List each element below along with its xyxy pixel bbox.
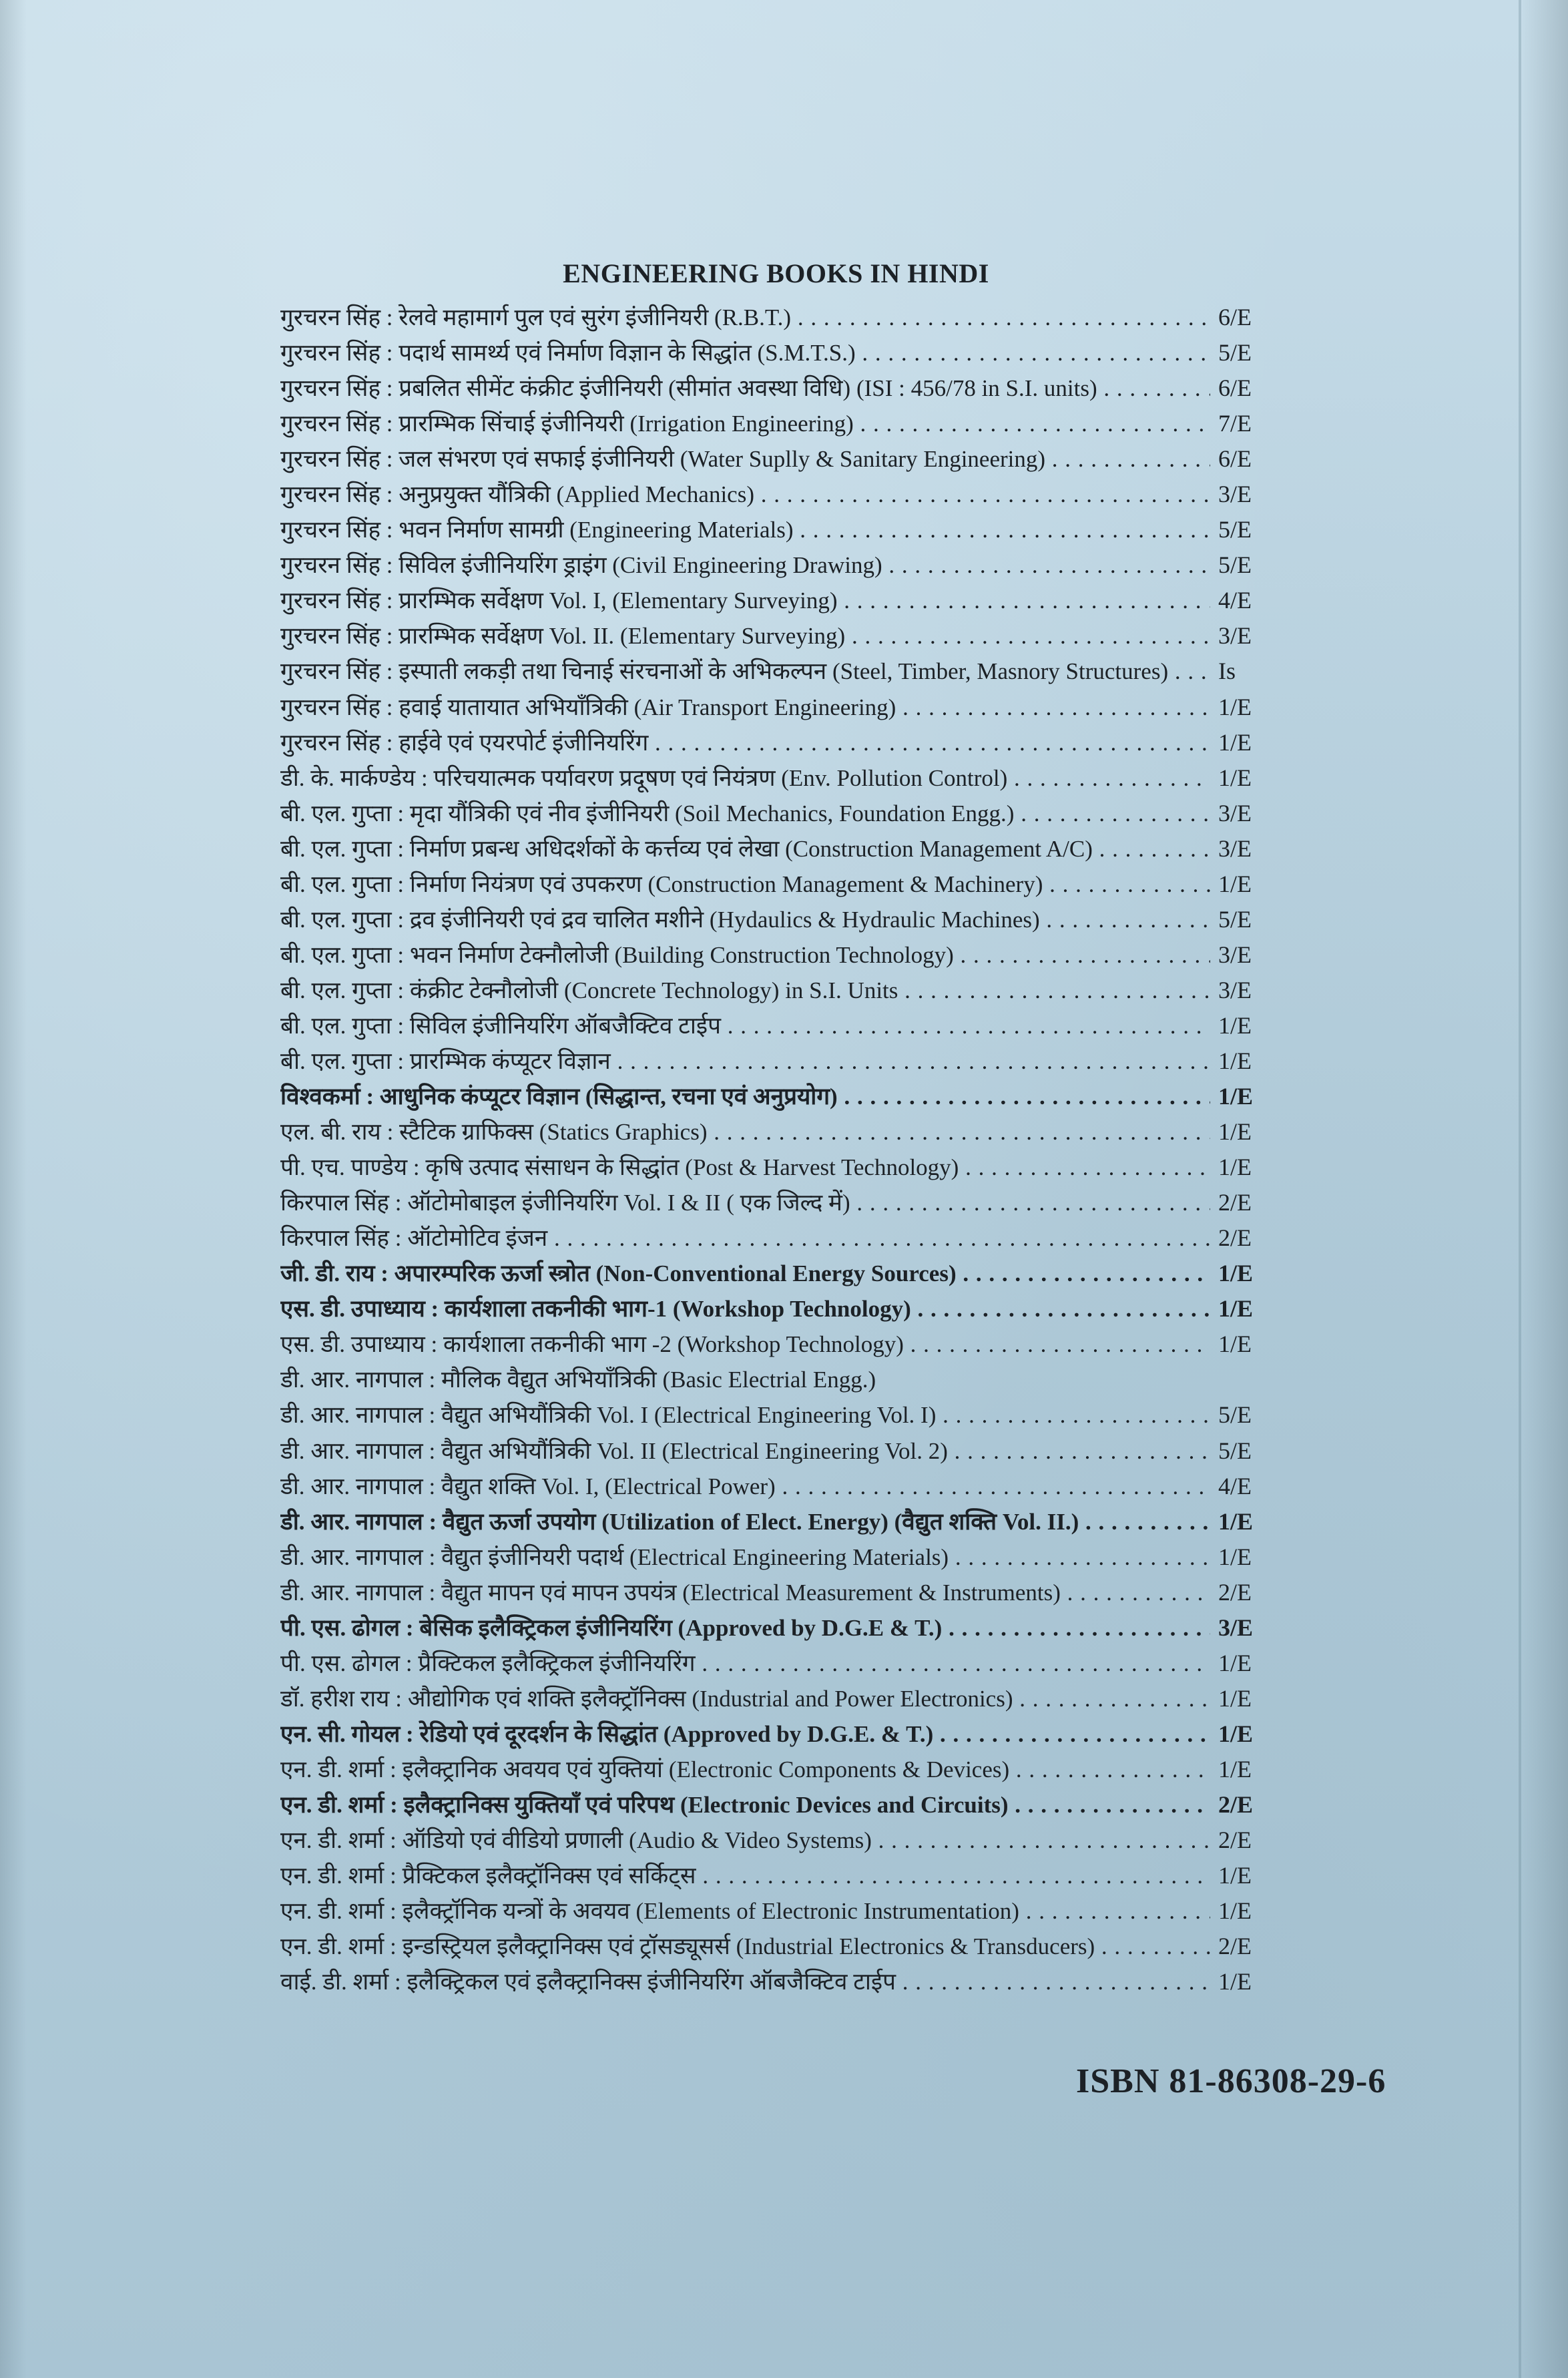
book-title: एल. बी. राय : स्टैटिक ग्राफिक्स (Statics Graphics) . . . [280,1114,1210,1150]
edition-code: 1/E [1218,1755,1252,1782]
book-entry [280,1787,1272,1823]
edition-code: 5/E [1218,905,1252,933]
book-title: किरपाल सिंह : ऑटोमोबाइल इंजीनियरिंग Vol. I & II ( एक जिल्द में) . . . [280,1185,1210,1220]
book-title: एन. डी. शर्मा : इलैक्ट्रॉनिक यन्त्रों के अवयव (Elements of Electronic Instrumentation) . . . [280,1893,1210,1929]
edition-code: 5/E [1218,1401,1252,1429]
book-list [280,300,1272,1999]
edition-code: 1/E [1218,728,1252,756]
edition-code: 1/E [1218,870,1252,897]
edition-code: 1/E [1218,1011,1252,1039]
book-title: डी. आर. नागपाल : वैद्युत मापन एवं मापन उपयंत्र (Electrical Measurement & Instruments) . . . [280,1575,1210,1610]
edition-code: 3/E [1218,1614,1254,1641]
book-entry [280,1681,1272,1716]
book-entry [280,1858,1272,1893]
edition-code: 7/E [1218,410,1252,437]
book-title: गुरचरन सिंह : प्रारम्भिक सिंचाई इंजीनियरी (Irrigation Engineering) . . . [280,406,1210,441]
book-entry [280,371,1272,406]
book-title: एन. डी. शर्मा : ऑडियो एवं वीडियो प्रणाली (Audio & Video Systems) . . . [280,1823,1210,1858]
book-entry [280,690,1272,725]
book-title: एस. डी. उपाध्याय : कार्यशाला तकनीकी भाग-1 (Workshop Technology) . . . [280,1291,1210,1327]
book-entry [280,1539,1272,1575]
book-title: डी. आर. नागपाल : वैद्युत ऊर्जा उपयोग (Utilization of Elect. Energy) (वैद्युत शक्ति Vol. II.) . . . [280,1504,1210,1539]
edition-code: 1/E [1218,1897,1252,1925]
edition-code: 6/E [1218,375,1252,402]
book-entry [280,831,1272,867]
book-title: वाई. डी. शर्मा : इलैक्ट्रिकल एवं इलैक्ट्रानिक्स इंजीनियरिंग ऑबजैक्टिव टाईप . . . [280,1964,1210,1999]
edition-code: 3/E [1218,622,1252,650]
edition-code: 3/E [1218,976,1252,1003]
book-entry [280,1291,1272,1327]
edition-code: 1/E [1218,764,1252,791]
book-entry [280,300,1272,335]
book-entry [280,937,1272,973]
book-title: डी. आर. नागपाल : वैद्युत इंजीनियरी पदार्थ (Electrical Engineering Materials) . . . [280,1539,1210,1575]
book-entry [280,1929,1272,1964]
book-entry [280,1823,1272,1858]
edition-code: 1/E [1218,1331,1252,1358]
edition-code: 5/E [1218,339,1252,367]
edition-code: 6/E [1218,304,1252,330]
book-title: गुरचरन सिंह : सिविल इंजीनियरिंग ड्राइंग (Civil Engineering Drawing) . . . [280,547,1210,583]
book-title: डॉ. हरीश राय : औद्योगिक एवं शक्ति इलैक्ट्रॉनिक्स (Industrial and Power Electronics) . . . [280,1681,1210,1716]
book-title: पी. एस. ढोगल : बेसिक इलैक्ट्रिकल इंजीनियरिंग (Approved by D.G.E & T.) . . . [280,1610,1210,1646]
book-list-panel [280,257,1272,1999]
book-title: डी. के. मार्कण्डेय : परिचयात्मक पर्यावरण प्रदूषण एवं नियंत्रण (Env. Pollution Control) . . . [280,760,1210,796]
edition-code: 4/E [1218,1472,1252,1499]
book-entry [280,1185,1272,1220]
edition-code: 5/E [1218,516,1252,543]
edition-code: 2/E [1218,1827,1252,1854]
book-entry [280,1716,1272,1752]
book-entry [280,1397,1272,1433]
book-entry [280,654,1272,689]
edition-code: 6/E [1218,445,1252,473]
book-title: बी. एल. गुप्ता : सिविल इंजीनियरिंग ऑबजैक्टिव टाईप . . . [280,1008,1210,1043]
edition-code: 2/E [1218,1224,1252,1252]
edition-code: 1/E [1218,1295,1254,1323]
book-entry [280,1752,1272,1787]
edition-code: 1/E [1218,693,1252,720]
edition-code: 3/E [1218,799,1252,826]
book-entry [280,1433,1272,1469]
book-entry [280,477,1272,512]
edition-code: 1/E [1218,1684,1252,1712]
book-title: किरपाल सिंह : ऑटोमोटिव इंजन . . . [280,1220,1210,1256]
book-entry [280,1504,1272,1539]
book-title: गुरचरन सिंह : इस्पाती लकड़ी तथा चिनाई संरचनाओं के अभिकल्पन (Steel, Timber, Masnory Structures) . . . [280,654,1210,689]
book-entry [280,760,1272,796]
book-entry [280,1256,1272,1291]
cover-right-edge [1521,0,1568,2378]
book-title: बी. एल. गुप्ता : प्रारम्भिक कंप्यूटर विज्ञान . . . [280,1043,1210,1079]
book-entry [280,1893,1272,1929]
edition-code: 2/E [1218,1578,1252,1606]
edition-code: 5/E [1218,1437,1252,1464]
book-title: गुरचरन सिंह : रेलवे महामार्ग पुल एवं सुरंग इंजीनियरी (R.B.T.) . . . [280,300,1210,335]
book-title: गुरचरन सिंह : अनुप्रयुक्त यौंत्रिकी (Applied Mechanics) . . . [280,477,1210,512]
book-title: गुरचरन सिंह : हवाई यातायात अभियाँत्रिकी (Air Transport Engineering) . . . [280,690,1210,725]
book-entry [280,406,1272,441]
book-entry [280,1469,1272,1504]
edition-code: 1/E [1218,1862,1252,1889]
book-entry [280,973,1272,1008]
book-entry [280,1610,1272,1646]
cover-left-edge [0,0,27,2378]
edition-code: 3/E [1218,481,1252,508]
book-title: डी. आर. नागपाल : वैद्युत अभियौंत्रिकी Vol. I (Electrical Engineering Vol. I) . . . [280,1397,1210,1433]
edition-code: 1/E [1218,1649,1252,1676]
edition-code: 1/E [1218,1507,1254,1535]
book-title: विश्वकर्मा : आधुनिक कंप्यूटर विज्ञान (सिद्धान्त, रचना एवं अनुप्रयोग) . . . [280,1079,1210,1114]
book-title: डी. आर. नागपाल : वैद्युत शक्ति Vol. I, (Electrical Power) . . . [280,1469,1210,1504]
book-title: बी. एल. गुप्ता : निर्माण प्रबन्ध अधिदर्शकों के कर्त्तव्य एवं लेखा (Construction Management A/C) . . . [280,831,1210,867]
edition-code: 1/E [1218,1543,1252,1570]
book-title: एस. डी. उपाध्याय : कार्यशाला तकनीकी भाग -2 (Workshop Technology) . . . [280,1327,1210,1362]
book-entry [280,583,1272,618]
book-title: गुरचरन सिंह : प्रारम्भिक सर्वेक्षण Vol. I, (Elementary Surveying) . . . [280,583,1210,618]
book-entry [280,1220,1272,1256]
book-title: डी. आर. नागपाल : वैद्युत अभियौंत्रिकी Vol. II (Electrical Engineering Vol. 2) . . . [280,1433,1210,1469]
book-entry [280,902,1272,937]
book-entry [280,796,1272,831]
book-title: गुरचरन सिंह : भवन निर्माण सामग्री (Engineering Materials) . . . [280,512,1210,547]
book-title: गुरचरन सिंह : प्रबलित सीमेंट कंक्रीट इंजीनियरी (सीमांत अवस्था विधि) (ISI : 456/78 in S.I. units) . . . [280,371,1210,406]
isbn-label: ISBN 81-86308-29-6 [1076,2062,1386,2100]
book-title: गुरचरन सिंह : जल संभरण एवं सफाई इंजीनियरी (Water Suplly & Sanitary Engineering) . . . [280,441,1210,477]
book-title: गुरचरन सिंह : प्रारम्भिक सर्वेक्षण Vol. II. (Elementary Surveying) . . . [280,618,1210,654]
book-title: एन. डी. शर्मा : इलैक्ट्रानिक्स युक्तियाँ एवं परिपथ (Electronic Devices and Circuits) . . . [280,1787,1210,1823]
book-entry [280,1079,1272,1114]
book-entry [280,512,1272,547]
book-title: गुरचरन सिंह : हाईवे एवं एयरपोर्ट इंजीनियरिंग . . . [280,725,1210,760]
edition-code: 1/E [1218,1720,1254,1747]
book-title: एन. डी. शर्मा : इन्डस्ट्रियल इलैक्ट्रानिक्स एवं ट्रॉसड्यूसर्स (Industrial Electronics & Transducers) . . . [280,1929,1210,1964]
book-entry [280,867,1272,902]
book-entry [280,1575,1272,1610]
book-entry [280,1327,1272,1362]
book-entry [280,1964,1272,1999]
book-title: बी. एल. गुप्ता : मृदा यौंत्रिकी एवं नीव इंजीनियरी (Soil Mechanics, Foundation Engg.) . . . [280,796,1210,831]
book-entry [280,547,1272,583]
book-title: बी. एल. गुप्ता : निर्माण नियंत्रण एवं उपकरण (Construction Management & Machinery) . . . [280,867,1210,902]
book-title: एन. सी. गोयल : रेडियो एवं दूरदर्शन के सिद्धांत (Approved by D.G.E. & T.) . . . [280,1716,1210,1752]
book-entry [280,441,1272,477]
book-entry [280,335,1272,371]
edition-code: 3/E [1218,835,1252,862]
book-entry [280,618,1272,654]
edition-code: 1/E [1218,1083,1254,1110]
book-entry [280,1114,1272,1150]
book-title: डी. आर. नागपाल : मौलिक वैद्युत अभियाँत्रिकी (Basic Electrial Engg.) [280,1367,876,1393]
book-title: बी. एल. गुप्ता : द्रव इंजीनियरी एवं द्रव चालित मशीने (Hydaulics & Hydraulic Machines) . . . [280,902,1210,937]
book-entry [280,1008,1272,1043]
edition-code: 4/E [1218,587,1252,614]
edition-code: 1/E [1218,1118,1252,1146]
book-title: जी. डी. राय : अपारम्परिक ऊर्जा स्त्रोत (Non-Conventional Energy Sources) . . . [280,1256,1210,1291]
edition-code: 3/E [1218,941,1252,968]
book-title: पी. एच. पाण्डेय : कृषि उत्पाद संसाधन के सिद्धांत (Post & Harvest Technology) . . . [280,1150,1210,1185]
book-entry [280,1150,1272,1185]
book-entry [280,1362,1272,1397]
book-title: बी. एल. गुप्ता : भवन निर्माण टेक्नौलोजी (Building Construction Technology) . . . [280,937,1210,973]
edition-code: 1/E [1218,1047,1252,1074]
book-entry [280,1646,1272,1681]
book-entry [280,725,1272,760]
edition-code: 2/E [1218,1189,1252,1216]
book-entry [280,1043,1272,1079]
book-title: गुरचरन सिंह : पदार्थ सामर्थ्य एवं निर्माण विज्ञान के सिद्धांत (S.M.T.S.) . . . [280,335,1210,371]
edition-code: 1/E [1218,1260,1254,1287]
edition-code: 1/E [1218,1154,1252,1181]
list-title: ENGINEERING BOOKS IN HINDI [563,258,989,288]
edition-code: 1/E [1218,1968,1252,1995]
edition-code: 5/E [1218,551,1252,579]
book-title: एन. डी. शर्मा : इलैक्ट्रानिक अवयव एवं युक्तियां (Electronic Components & Devices) . . . [280,1752,1210,1787]
edition-code: 2/E [1218,1791,1254,1818]
book-title: बी. एल. गुप्ता : कंक्रीट टेक्नौलोजी (Concrete Technology) in S.I. Units . . . [280,973,1210,1008]
edition-code: 2/E [1218,1933,1252,1960]
edition-code: Is [1218,658,1236,685]
book-title: पी. एस. ढोगल : प्रैक्टिकल इलैक्ट्रिकल इंजीनियरिंग . . . [280,1646,1210,1681]
book-title: एन. डी. शर्मा : प्रैक्टिकल इलैक्ट्रॉनिक्स एवं सर्किट्स . . . [280,1858,1210,1893]
